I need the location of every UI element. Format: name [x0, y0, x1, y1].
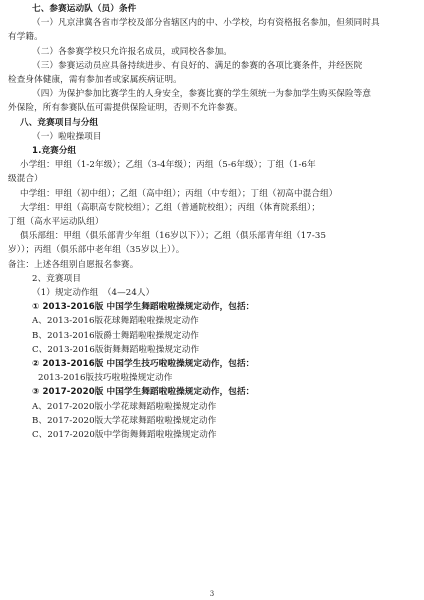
text-line: 检查身体健康，需有参加者或家属疾病证明。: [8, 75, 182, 86]
text-line: A、2017-2020版小学花球舞蹈啦啦操规定动作: [32, 401, 217, 412]
text-line: 级混合）: [8, 174, 43, 185]
text-line: （二）各参赛学校只允许报名成员，或同校各参加。: [32, 46, 232, 57]
text-line: 1.竞赛分组: [32, 146, 77, 157]
text-line: 2013-2016版技巧啦啦操规定动作: [38, 373, 173, 384]
text-line: （一）凡京津冀各省市学校及部分省辖区内的中、小学校，均有资格报名参加，但须同时具: [32, 18, 380, 29]
text-line: ③ 2017-2020版 中国学生舞蹈啦啦操规定动作，包括：: [32, 387, 255, 398]
text-line: 大学组：甲组（高职高专院校组）；乙组（普通院校组）；丙组（体育院系组）；: [20, 202, 321, 213]
text-line: 八、竞赛项目与分组: [20, 117, 99, 128]
text-line: 有学籍。: [8, 32, 43, 43]
text-line: 外保险，所有参赛队伍可需提供保险证明，否则不允许参赛。: [8, 103, 243, 114]
text-line: （一）啦啦操项目: [32, 131, 102, 142]
text-line: ② 2013-2016版 中国学生技巧啦啦操规定动作，包括：: [32, 359, 255, 370]
text-line: B、2013-2016版爵士舞蹈啦啦操规定动作: [32, 330, 199, 341]
text-line: C、2017-2020版中学街舞舞蹈啦啦操规定动作: [32, 430, 217, 441]
text-line: 七、参赛运动队（员）条件: [32, 4, 137, 14]
text-line: A、2013-2016版花球舞蹈啦啦操规定动作: [32, 316, 199, 327]
text-line: 小学组：甲组（1-2年级）；乙组（3-4年级）；丙组（5-6年级）；丁组（1-6年: [20, 160, 316, 171]
text-line: 丁组（高水平运动队组）: [8, 217, 104, 228]
text-line: 备注：上述各组别自愿报名参赛。: [8, 259, 139, 270]
text-line: C、2013-2016版街舞舞蹈啦啦操规定动作: [32, 344, 200, 355]
text-line: （三）参赛运动员应具备持续进步、有良好的、满足的参赛的各项比赛条件，并经医院: [32, 60, 363, 71]
text-line: 2、竞赛项目: [32, 273, 82, 284]
text-line: （四）为保护参加比赛学生的人身安全，参赛比赛的学生须统一为参加学生购买保险等意: [32, 89, 372, 100]
page-number: 3: [209, 590, 215, 598]
text-line: （1）规定动作组 （4—24人）: [32, 288, 155, 299]
text-line: ① 2013-2016版 中国学生舞蹈啦啦操规定动作，包括：: [32, 302, 255, 313]
text-line: 中学组：甲组（初中组）；乙组（高中组）；丙组（中专组）；丁组（初高中混合组）: [20, 188, 338, 199]
text-line: 岁））；丙组（俱乐部中老年组（35岁以上））。: [8, 245, 185, 256]
text-line: B、2017-2020版大学花球舞蹈啦啦操规定动作: [32, 415, 217, 426]
document-body: [8, 2, 416, 442]
text-line: 俱乐部组：甲组（俱乐部青少年组（16岁以下））；乙组（俱乐部青年组（17-35: [20, 231, 327, 242]
